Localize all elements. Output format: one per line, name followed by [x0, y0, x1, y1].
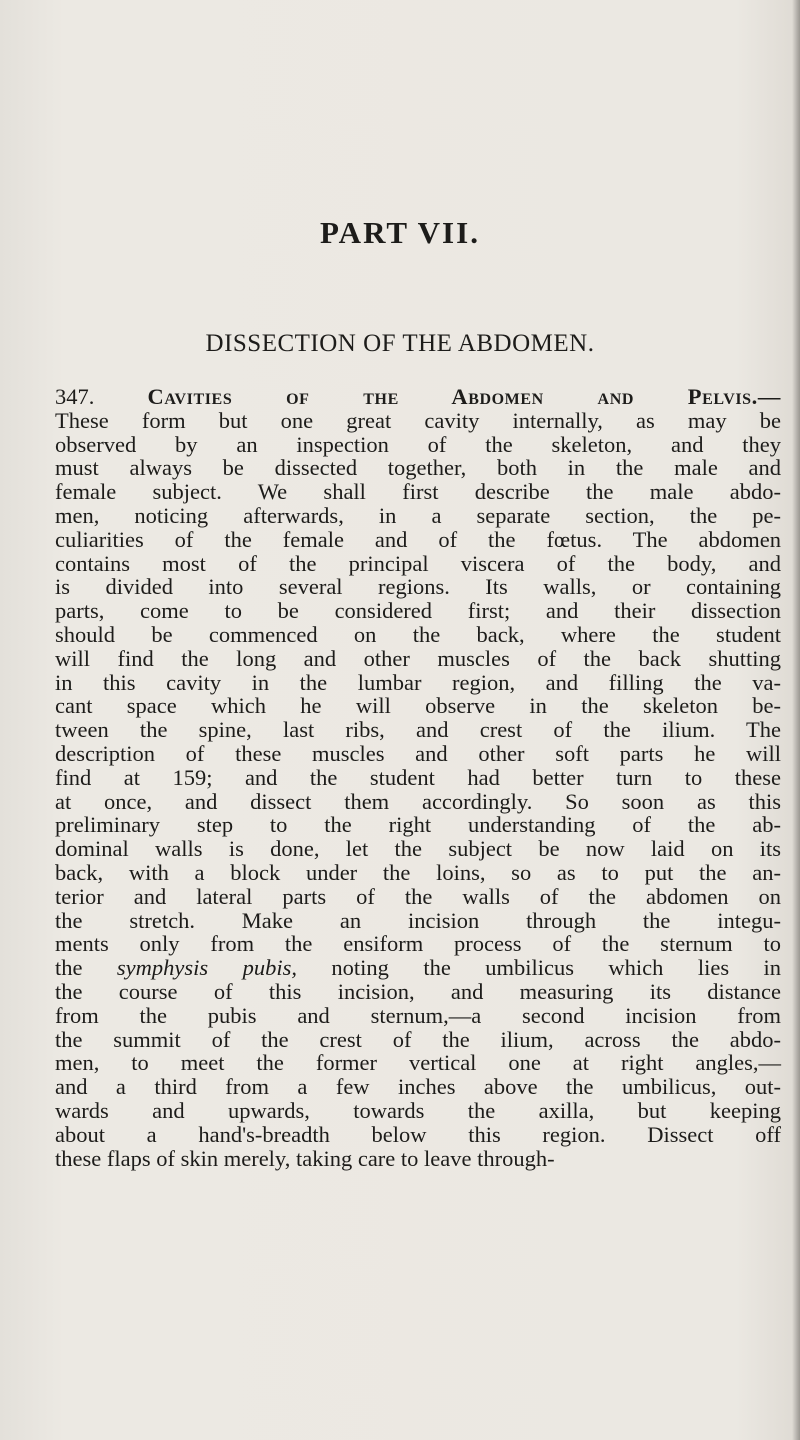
text-line: at once, and dissect them accordingly. So soon as this: [55, 788, 781, 814]
text-line: about a hand's-breadth below this region. Dissect off: [55, 1121, 781, 1147]
text-line: should be commenced on the back, where the student: [55, 621, 781, 647]
text-line: cant space which he will observe in the skeleton be-: [55, 693, 781, 719]
text-line: tween the spine, last ribs, and crest of the ilium. The: [55, 717, 781, 743]
text-line: the summit of the crest of the ilium, across the abdo-: [55, 1026, 781, 1052]
text-line: preliminary step to the right understanding of the ab-: [55, 812, 781, 838]
text-line: find at 159; and the student had better turn to these: [55, 764, 781, 790]
italic-term: symphysis pubis,: [116, 955, 297, 981]
text-line: back, with a block under the loins, so as to put the an-: [55, 859, 781, 885]
text-line: the course of this incision, and measuring its distance: [55, 978, 781, 1004]
text-line: female subject. We shall first describe the male abdo-: [55, 479, 781, 505]
text-line: parts, come to be considered first; and their dissection: [55, 598, 781, 624]
paragraph-heading: Cavities of the Abdomen and Pelvis.—: [147, 384, 781, 409]
text-line: these flaps of skin merely, taking care to leave through-: [55, 1145, 555, 1171]
text-run: noting the umbilicus which lies in: [296, 955, 781, 981]
text-run: the: [55, 955, 117, 981]
part-title: PART VII.: [320, 215, 480, 250]
text-line: is divided into several regions. Its walls, or containing: [55, 574, 781, 600]
text-line: must always be dissected together, both in the male and: [55, 455, 781, 481]
text-line: will find the long and other muscles of the back shutting: [55, 645, 781, 671]
text-line: culiarities of the female and of the fœtus. The abdomen: [55, 526, 781, 552]
text-line: the stretch. Make an incision through the integu-: [55, 907, 781, 933]
text-line: terior and lateral parts of the walls of the abdomen on: [55, 883, 781, 909]
text-line: These form but one great cavity internally, as may be: [55, 407, 781, 433]
section-title: DISSECTION OF THE ABDOMEN.: [205, 330, 595, 357]
text-line: dominal walls is done, let the subject be now laid on its: [55, 836, 781, 862]
text-line: from the pubis and sternum,—a second incision from: [55, 1002, 781, 1028]
text-line: observed by an inspection of the skeleton, and they: [55, 431, 781, 457]
paragraph-number: 347.: [55, 384, 95, 409]
text-line: wards and upwards, towards the axilla, but keeping: [55, 1097, 781, 1123]
text-line: and a third from a few inches above the umbilicus, out-: [55, 1074, 781, 1100]
paragraph-347: [55, 385, 781, 1170]
text-line: ments only from the ensiform process of the sternum to: [55, 931, 781, 957]
text-line: in this cavity in the lumbar region, and filling the va-: [55, 669, 781, 695]
text-line: men, to meet the former vertical one at right angles,—: [55, 1050, 781, 1076]
text-line: men, noticing afterwards, in a separate section, the pe-: [55, 502, 781, 528]
paragraph-first-line: [55, 385, 781, 409]
text-line-symphysis: [55, 956, 781, 980]
text-line: description of these muscles and other soft parts he will: [55, 740, 781, 766]
text-line: contains most of the principal viscera of the body, and: [55, 550, 781, 576]
